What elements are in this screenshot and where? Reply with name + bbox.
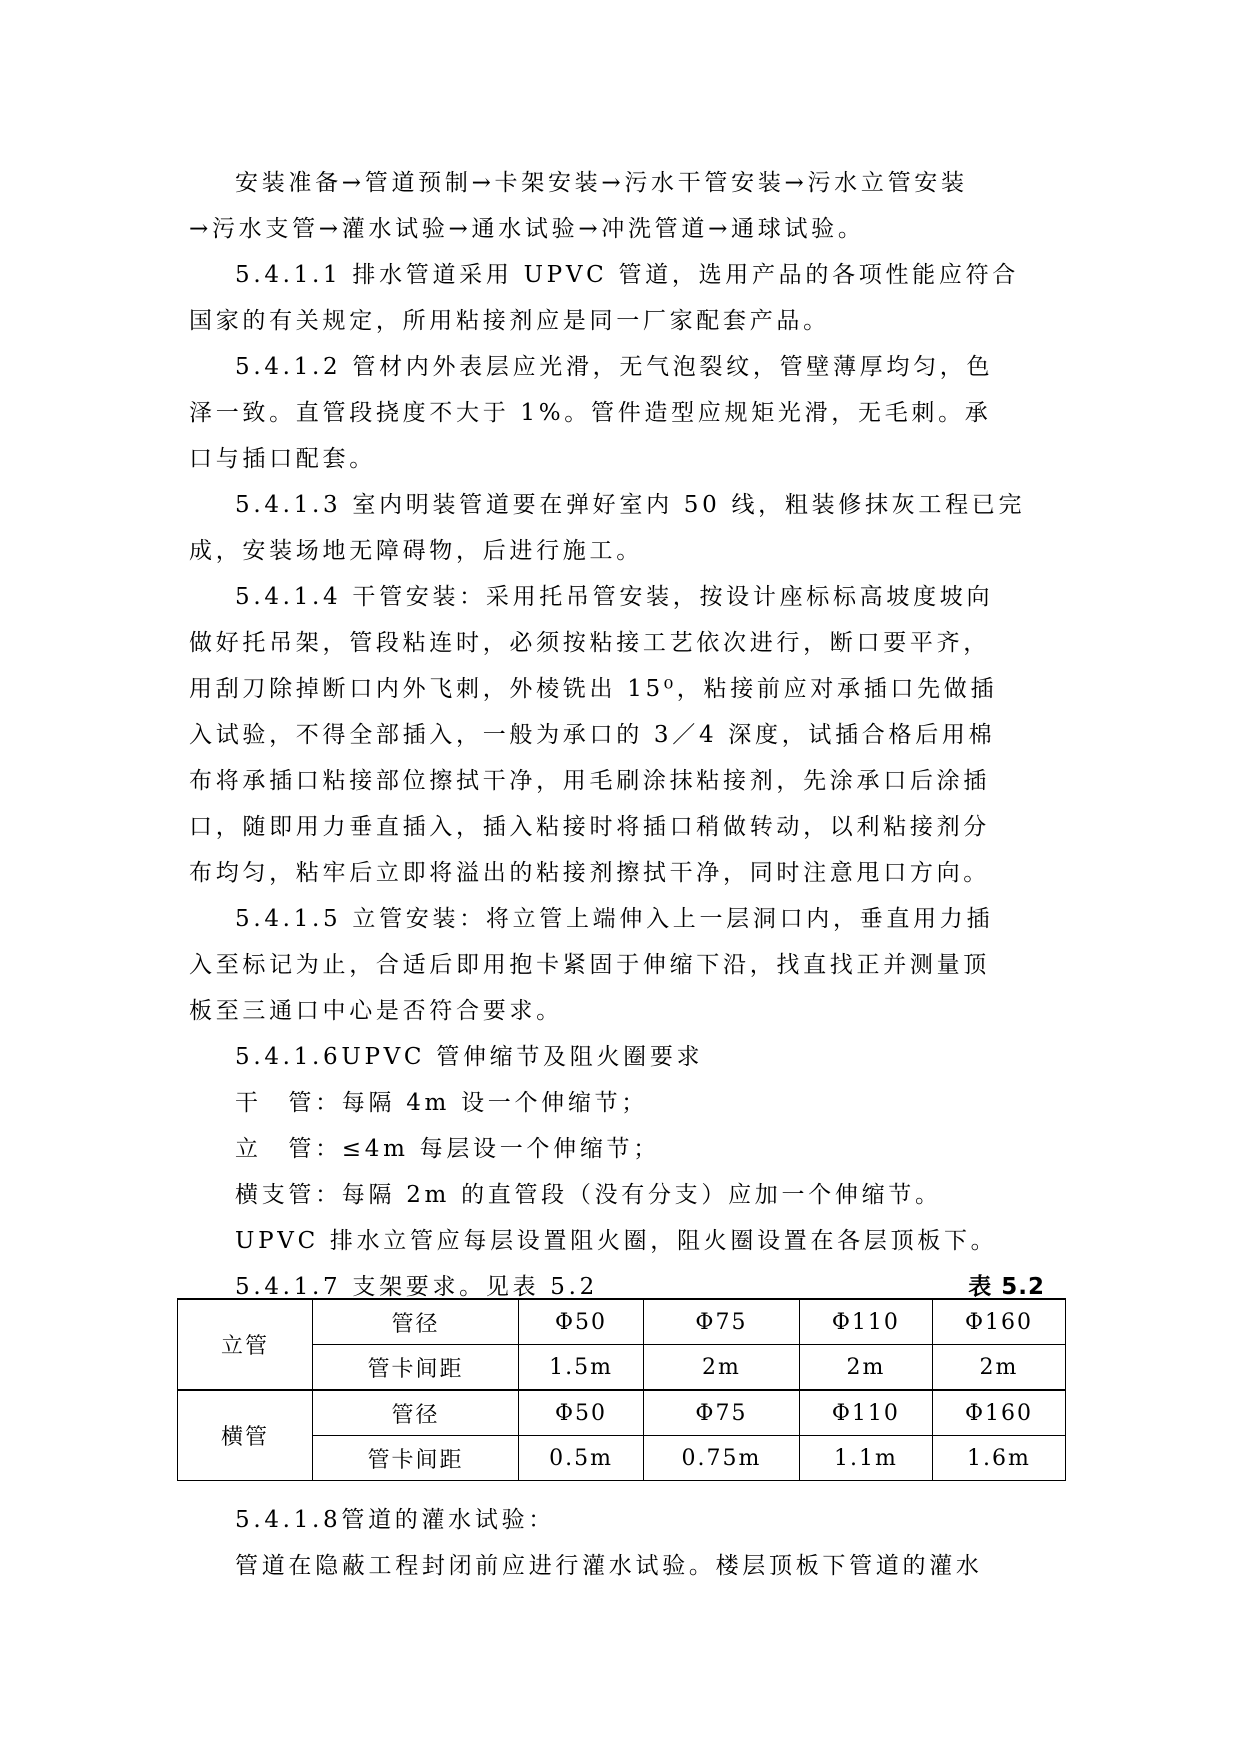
table-cell: 1.5m bbox=[519, 1345, 644, 1391]
clause-5414-line-1: 5.4.1.4 干管安装：采用托吊管安装，按设计座标标高坡度坡向 bbox=[235, 584, 994, 610]
clause-5414-line-7: 布均匀，粘牢后立即将溢出的粘接剂擦拭干净，同时注意甩口方向。 bbox=[189, 860, 990, 886]
table-cell: Φ160 bbox=[932, 1390, 1065, 1436]
riser-pipe-rule: 立 管：≤4m 每层设一个伸缩节； bbox=[235, 1136, 660, 1162]
table-cell: Φ75 bbox=[644, 1299, 800, 1345]
spacing-label-cell: 管卡间距 bbox=[313, 1345, 519, 1391]
clause-5414-line-4: 入试验，不得全部插入，一般为承口的 3／4 深度，试插合格后用棉 bbox=[189, 722, 996, 748]
clause-5414-line-5: 布将承插口粘接部位擦拭干净，用毛刷涂抹粘接剂，先涂承口后涂插 bbox=[189, 768, 990, 794]
table-cell: Φ75 bbox=[644, 1390, 800, 1436]
clause-5411-line-2: 国家的有关规定，所用粘接剂应是同一厂家配套产品。 bbox=[189, 308, 830, 334]
table-cell: 0.75m bbox=[644, 1436, 800, 1481]
table-cell: 2m bbox=[799, 1345, 932, 1391]
table-cell: Φ160 bbox=[932, 1299, 1065, 1345]
vertical-pipe-group-cell: 立管 bbox=[178, 1299, 313, 1390]
clause-5412-line-2: 泽一致。直管段挠度不大于 1%。管件造型应规矩光滑，无毛刺。承 bbox=[189, 400, 992, 426]
support-spacing-table bbox=[177, 1298, 1066, 1481]
table-cell: Φ50 bbox=[519, 1299, 644, 1345]
table-cell: Φ110 bbox=[799, 1390, 932, 1436]
clause-5415-line-1: 5.4.1.5 立管安装：将立管上端伸入上一层洞口内，垂直用力插 bbox=[235, 906, 994, 932]
clause-5417-text: 5.4.1.7 支架要求。见表 5.2 bbox=[235, 1274, 598, 1300]
process-flow-line-1: 安装准备→管道预制→卡架安装→污水干管安装→污水立管安装 bbox=[235, 170, 968, 196]
table-row bbox=[178, 1390, 1066, 1436]
table-cell: 0.5m bbox=[519, 1436, 644, 1481]
table-cell: 2m bbox=[932, 1345, 1065, 1391]
body-text bbox=[189, 160, 1055, 1310]
diameter-label-cell: 管径 bbox=[313, 1390, 519, 1436]
clause-5415-line-3: 板至三通口中心是否符合要求。 bbox=[189, 998, 563, 1024]
branch-pipe-rule: 横支管：每隔 2m 的直管段（没有分支）应加一个伸缩节。 bbox=[235, 1182, 942, 1208]
table-cell: Φ110 bbox=[799, 1299, 932, 1345]
clause-5414-line-3: 用刮刀除掉断口内外飞刺，外棱铣出 15⁰，粘接前应对承插口先做插 bbox=[189, 676, 998, 702]
clause-5411-line-1: 5.4.1.1 排水管道采用 UPVC 管道，选用产品的各项性能应符合 bbox=[235, 262, 1019, 288]
clause-5414-line-6: 口，随即用力垂直插入，插入粘接时将插口稍做转动，以利粘接剂分 bbox=[189, 814, 990, 840]
clause-5413-line-1: 5.4.1.3 室内明装管道要在弹好室内 50 线，粗装修抹灰工程已完 bbox=[235, 492, 1026, 518]
diameter-label-cell: 管径 bbox=[313, 1299, 519, 1345]
process-flow-line-2: →污水支管→灌水试验→通水试验→冲洗管道→通球试验。 bbox=[189, 216, 865, 242]
table-cell: Φ50 bbox=[519, 1390, 644, 1436]
table-number-label: 表 5.2 bbox=[968, 1274, 1045, 1300]
clause-5418-heading: 5.4.1.8管道的灌水试验： bbox=[235, 1507, 555, 1533]
table-cell: 1.6m bbox=[932, 1436, 1065, 1481]
clause-5413-line-2: 成，安装场地无障碍物，后进行施工。 bbox=[189, 538, 643, 564]
horizontal-pipe-group-cell: 横管 bbox=[178, 1390, 313, 1481]
spacing-label-cell: 管卡间距 bbox=[313, 1436, 519, 1481]
body-text-after-table bbox=[189, 1497, 1055, 1589]
clause-5414-line-2: 做好托吊架，管段粘连时，必须按粘接工艺依次进行，断口要平齐， bbox=[189, 630, 990, 656]
clause-5412-line-3: 口与插口配套。 bbox=[189, 446, 376, 472]
water-test-line: 管道在隐蔽工程封闭前应进行灌水试验。楼层顶板下管道的灌水 bbox=[235, 1553, 983, 1579]
table-row bbox=[178, 1299, 1066, 1345]
table-cell: 2m bbox=[644, 1345, 800, 1391]
clause-5415-line-2: 入至标记为止，合适后即用抱卡紧固于伸缩下沿，找直找正并测量顶 bbox=[189, 952, 990, 978]
fire-collar-rule: UPVC 排水立管应每层设置阻火圈，阻火圈设置在各层顶板下。 bbox=[235, 1228, 998, 1254]
clause-5412-line-1: 5.4.1.2 管材内外表层应光滑，无气泡裂纹，管壁薄厚均匀，色 bbox=[235, 354, 994, 380]
table-cell: 1.1m bbox=[799, 1436, 932, 1481]
clause-5416-heading: 5.4.1.6UPVC 管伸缩节及阻火圈要求 bbox=[235, 1044, 704, 1070]
main-pipe-rule: 干 管：每隔 4m 设一个伸缩节； bbox=[235, 1090, 648, 1116]
